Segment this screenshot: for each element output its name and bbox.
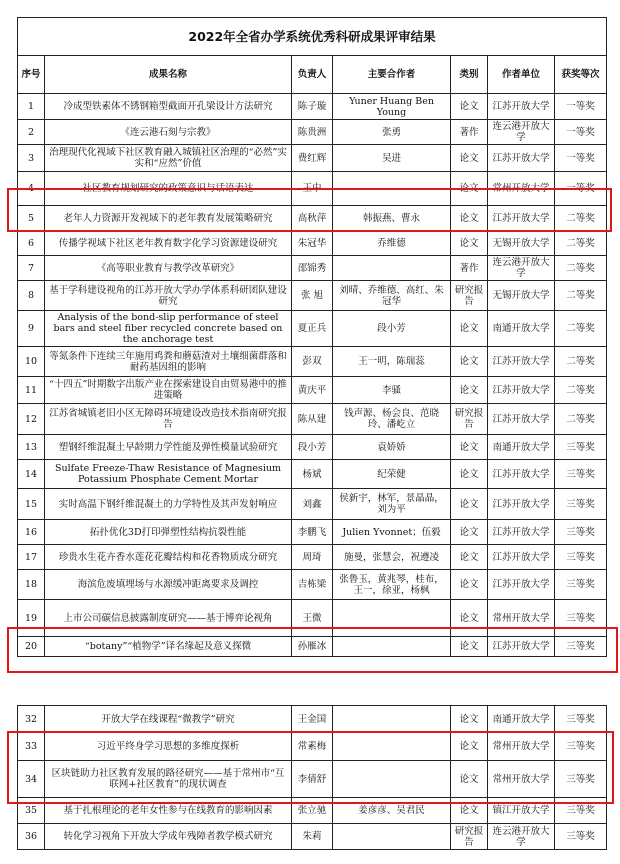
row-number: 6 <box>18 231 45 256</box>
project-name: 等氮条件下连续三年施用鸡粪和蘑菇渣对土壤细菌群落和耐药基因组的影响 <box>45 347 292 377</box>
collaborators: 纪荣健 <box>333 460 451 489</box>
collaborators: 姜彦彦、吴君民 <box>333 798 451 824</box>
table-row <box>18 761 607 798</box>
project-name: 区块链助力社区教育发展的路径研究——基于常州市“互联网+社区教育”的现状调查 <box>45 761 292 798</box>
leader: 刘鑫 <box>292 489 333 520</box>
row-number: 36 <box>18 824 45 850</box>
collaborators: 王一明，陈瑞蕊 <box>333 347 451 377</box>
author-unit: 江苏开放大学 <box>488 489 555 520</box>
collaborators <box>333 733 451 761</box>
table-row <box>18 706 607 733</box>
leader: 杨斌 <box>292 460 333 489</box>
header-award: 获奖等次 <box>555 56 607 94</box>
collaborators: 施曼，张慧会，祝遵凌 <box>333 545 451 570</box>
table-row <box>18 172 607 206</box>
table-row <box>18 94 607 120</box>
award-level: 三等奖 <box>555 600 607 637</box>
leader: 夏正兵 <box>292 311 333 347</box>
category: 论文 <box>451 733 488 761</box>
author-unit: 南通开放大学 <box>488 706 555 733</box>
header-no: 序号 <box>18 56 45 94</box>
row-number: 35 <box>18 798 45 824</box>
table-row <box>18 377 607 404</box>
leader: 费红辉 <box>292 145 333 172</box>
leader: 彭双 <box>292 347 333 377</box>
category: 论文 <box>451 231 488 256</box>
category: 著作 <box>451 256 488 281</box>
author-unit: 江苏开放大学 <box>488 377 555 404</box>
row-number: 4 <box>18 172 45 206</box>
row-number: 2 <box>18 120 45 145</box>
category: 研究报告 <box>451 404 488 435</box>
category: 研究报告 <box>451 281 488 311</box>
table-row <box>18 460 607 489</box>
author-unit: 江苏开放大学 <box>488 637 555 657</box>
collaborators: 韩振燕、曹永 <box>333 206 451 231</box>
project-name: 拓扑优化3D打印弹塑性结构抗裂性能 <box>45 520 292 545</box>
leader: 高秋萍 <box>292 206 333 231</box>
project-name: 治理现代化视域下社区教育融入城镇社区治理的“必然”实实和“应然”价值 <box>45 145 292 172</box>
results-table-top <box>17 17 607 657</box>
header-name: 成果名称 <box>45 56 292 94</box>
row-number: 3 <box>18 145 45 172</box>
category: 论文 <box>451 761 488 798</box>
author-unit: 江苏开放大学 <box>488 347 555 377</box>
collaborators: Yuner Huang Ben Young <box>333 94 451 120</box>
award-level: 一等奖 <box>555 120 607 145</box>
project-name: 习近平终身学习思想的多维度探析 <box>45 733 292 761</box>
table-row <box>18 824 607 850</box>
award-level: 二等奖 <box>555 256 607 281</box>
category: 论文 <box>451 520 488 545</box>
leader: 王金国 <box>292 706 333 733</box>
collaborators: Julien Yvonnet；伍毅 <box>333 520 451 545</box>
row-number: 19 <box>18 600 45 637</box>
award-level: 三等奖 <box>555 761 607 798</box>
leader: 李倩舒 <box>292 761 333 798</box>
row-number: 1 <box>18 94 45 120</box>
project-name: 基于学科建设视角的江苏开放大学办学体系科研团队建设研究 <box>45 281 292 311</box>
table-row <box>18 600 607 637</box>
award-level: 三等奖 <box>555 824 607 850</box>
table-row <box>18 570 607 600</box>
category: 论文 <box>451 570 488 600</box>
leader: 邵锦秀 <box>292 256 333 281</box>
leader: 陈贵洲 <box>292 120 333 145</box>
author-unit: 常州开放大学 <box>488 600 555 637</box>
project-name: 社区教育规划研究的政策意识与话语表达 <box>45 172 292 206</box>
award-level: 三等奖 <box>555 435 607 460</box>
collaborators: 李骚 <box>333 377 451 404</box>
table-row <box>18 256 607 281</box>
project-name: 实时高温下钢纤维混凝土的力学特性及其声发射响应 <box>45 489 292 520</box>
leader: 朱莉 <box>292 824 333 850</box>
author-unit: 江苏开放大学 <box>488 404 555 435</box>
award-level: 三等奖 <box>555 460 607 489</box>
leader: 黄庆平 <box>292 377 333 404</box>
category: 论文 <box>451 377 488 404</box>
category: 论文 <box>451 172 488 206</box>
award-level: 三等奖 <box>555 706 607 733</box>
header-row <box>18 56 607 94</box>
project-name: 老年人力资源开发视域下的老年教育发展策略研究 <box>45 206 292 231</box>
row-number: 7 <box>18 256 45 281</box>
author-unit: 连云港开放大学 <box>488 120 555 145</box>
collaborators <box>333 637 451 657</box>
row-number: 34 <box>18 761 45 798</box>
author-unit: 江苏开放大学 <box>488 520 555 545</box>
row-number: 33 <box>18 733 45 761</box>
project-name: 江苏省城镇老旧小区无障碍环境建设改造技术指南研究报告 <box>45 404 292 435</box>
author-unit: 连云港开放大学 <box>488 824 555 850</box>
project-name: “botany”“植物学”译名缘起及意义探微 <box>45 637 292 657</box>
collaborators: 侯新宇，林军，景晶晶，刘为平 <box>333 489 451 520</box>
collaborators <box>333 706 451 733</box>
award-level: 二等奖 <box>555 311 607 347</box>
leader: 陈从建 <box>292 404 333 435</box>
category: 论文 <box>451 145 488 172</box>
row-number: 17 <box>18 545 45 570</box>
leader: 周琦 <box>292 545 333 570</box>
row-number: 20 <box>18 637 45 657</box>
results-table-bottom <box>17 705 607 850</box>
project-name: 海滨危废填埋场与水源缓冲距离要求及调控 <box>45 570 292 600</box>
author-unit: 常州开放大学 <box>488 172 555 206</box>
collaborators <box>333 172 451 206</box>
category: 论文 <box>451 706 488 733</box>
project-name: 《连云港石刻与宗教》 <box>45 120 292 145</box>
table-row <box>18 281 607 311</box>
author-unit: 江苏开放大学 <box>488 145 555 172</box>
leader: 常素梅 <box>292 733 333 761</box>
author-unit: 常州开放大学 <box>488 733 555 761</box>
category: 论文 <box>451 489 488 520</box>
collaborators: 段小芳 <box>333 311 451 347</box>
project-name: 《高等职业教育与教学改革研究》 <box>45 256 292 281</box>
author-unit: 江苏开放大学 <box>488 545 555 570</box>
award-level: 二等奖 <box>555 281 607 311</box>
leader: 陈子璇 <box>292 94 333 120</box>
row-number: 14 <box>18 460 45 489</box>
author-unit: 南通开放大学 <box>488 435 555 460</box>
row-number: 5 <box>18 206 45 231</box>
row-number: 16 <box>18 520 45 545</box>
project-name: 冷成型铁素体不锈钢箱型截面开孔梁设计方法研究 <box>45 94 292 120</box>
award-level: 一等奖 <box>555 94 607 120</box>
award-level: 三等奖 <box>555 637 607 657</box>
table-title: 2022年全省办学系统优秀科研成果评审结果 <box>18 18 607 56</box>
author-unit: 江苏开放大学 <box>488 94 555 120</box>
author-unit: 连云港开放大学 <box>488 256 555 281</box>
collaborators <box>333 761 451 798</box>
table-row <box>18 637 607 657</box>
collaborators: 乔维德 <box>333 231 451 256</box>
award-level: 三等奖 <box>555 570 607 600</box>
category: 论文 <box>451 545 488 570</box>
project-name: Sulfate Freeze-Thaw Resistance of Magnesium Potassium Phosphate Cement Mortar <box>45 460 292 489</box>
author-unit: 江苏开放大学 <box>488 460 555 489</box>
row-number: 9 <box>18 311 45 347</box>
category: 论文 <box>451 637 488 657</box>
project-name: Analysis of the bond-slip performance of steel bars and steel fiber recycled concrete based on the anchorage test <box>45 311 292 347</box>
leader: 孙雁冰 <box>292 637 333 657</box>
row-number: 8 <box>18 281 45 311</box>
award-level: 二等奖 <box>555 231 607 256</box>
leader: 朱冠华 <box>292 231 333 256</box>
leader: 段小芳 <box>292 435 333 460</box>
leader: 王中 <box>292 172 333 206</box>
collaborators: 钱声源、杨会良、范晓玲、潘屹立 <box>333 404 451 435</box>
award-level: 一等奖 <box>555 145 607 172</box>
collaborators <box>333 600 451 637</box>
table-row <box>18 489 607 520</box>
table-row <box>18 231 607 256</box>
category: 论文 <box>451 435 488 460</box>
table-row <box>18 145 607 172</box>
table-row <box>18 311 607 347</box>
leader: 张立驰 <box>292 798 333 824</box>
table-row <box>18 206 607 231</box>
category: 论文 <box>451 94 488 120</box>
award-level: 三等奖 <box>555 489 607 520</box>
project-name: 传播学视域下社区老年教育数字化学习资源建设研究 <box>45 231 292 256</box>
table-row <box>18 347 607 377</box>
row-number: 12 <box>18 404 45 435</box>
category: 论文 <box>451 798 488 824</box>
author-unit: 江苏开放大学 <box>488 206 555 231</box>
award-level: 三等奖 <box>555 798 607 824</box>
header-type: 类别 <box>451 56 488 94</box>
project-name: 塑钢纤维混凝土早龄期力学性能及弹性模量试验研究 <box>45 435 292 460</box>
category: 论文 <box>451 206 488 231</box>
table-row <box>18 798 607 824</box>
row-number: 11 <box>18 377 45 404</box>
project-name: 上市公司碳信息披露制度研究——基于博弈论视角 <box>45 600 292 637</box>
row-number: 13 <box>18 435 45 460</box>
category: 著作 <box>451 120 488 145</box>
award-level: 三等奖 <box>555 733 607 761</box>
project-name: 转化学习视角下开放大学成年残障者教学模式研究 <box>45 824 292 850</box>
author-unit: 常州开放大学 <box>488 761 555 798</box>
leader: 李鹏飞 <box>292 520 333 545</box>
author-unit: 镇江开放大学 <box>488 798 555 824</box>
project-name: 开放大学在线课程“微教学”研究 <box>45 706 292 733</box>
collaborators: 张勇 <box>333 120 451 145</box>
category: 论文 <box>451 347 488 377</box>
collaborators <box>333 824 451 850</box>
table-row <box>18 120 607 145</box>
author-unit: 江苏开放大学 <box>488 570 555 600</box>
category: 论文 <box>451 311 488 347</box>
author-unit: 无锡开放大学 <box>488 231 555 256</box>
header-co: 主要合作者 <box>333 56 451 94</box>
collaborators: 张鲁玉，黄兆琴，桂布，王一，徐亚，杨枫 <box>333 570 451 600</box>
author-unit: 南通开放大学 <box>488 311 555 347</box>
award-level: 一等奖 <box>555 172 607 206</box>
table-row <box>18 520 607 545</box>
row-number: 18 <box>18 570 45 600</box>
project-name: 珍贵水生花卉香水莲花花瓣结构和花香物质成分研究 <box>45 545 292 570</box>
collaborators: 吴进 <box>333 145 451 172</box>
header-lead: 负责人 <box>292 56 333 94</box>
table-row <box>18 545 607 570</box>
award-level: 二等奖 <box>555 404 607 435</box>
award-level: 三等奖 <box>555 545 607 570</box>
leader: 吉栋梁 <box>292 570 333 600</box>
project-name: “十四五”时期数字出版产业在探索建设自由贸易港中的推进策略 <box>45 377 292 404</box>
project-name: 基于扎根理论的老年女性参与在线教育的影响因素 <box>45 798 292 824</box>
table-row <box>18 404 607 435</box>
table-row <box>18 435 607 460</box>
header-unit: 作者单位 <box>488 56 555 94</box>
collaborators: 袁娇娇 <box>333 435 451 460</box>
leader: 王微 <box>292 600 333 637</box>
leader: 张 旭 <box>292 281 333 311</box>
award-level: 三等奖 <box>555 520 607 545</box>
collaborators <box>333 256 451 281</box>
category: 论文 <box>451 460 488 489</box>
award-level: 二等奖 <box>555 377 607 404</box>
row-number: 15 <box>18 489 45 520</box>
award-level: 二等奖 <box>555 206 607 231</box>
award-level: 二等奖 <box>555 347 607 377</box>
author-unit: 无锡开放大学 <box>488 281 555 311</box>
row-number: 10 <box>18 347 45 377</box>
row-number: 32 <box>18 706 45 733</box>
category: 论文 <box>451 600 488 637</box>
table-row <box>18 733 607 761</box>
collaborators: 刘晴、乔维德、高红、朱冠华 <box>333 281 451 311</box>
category: 研究报告 <box>451 824 488 850</box>
